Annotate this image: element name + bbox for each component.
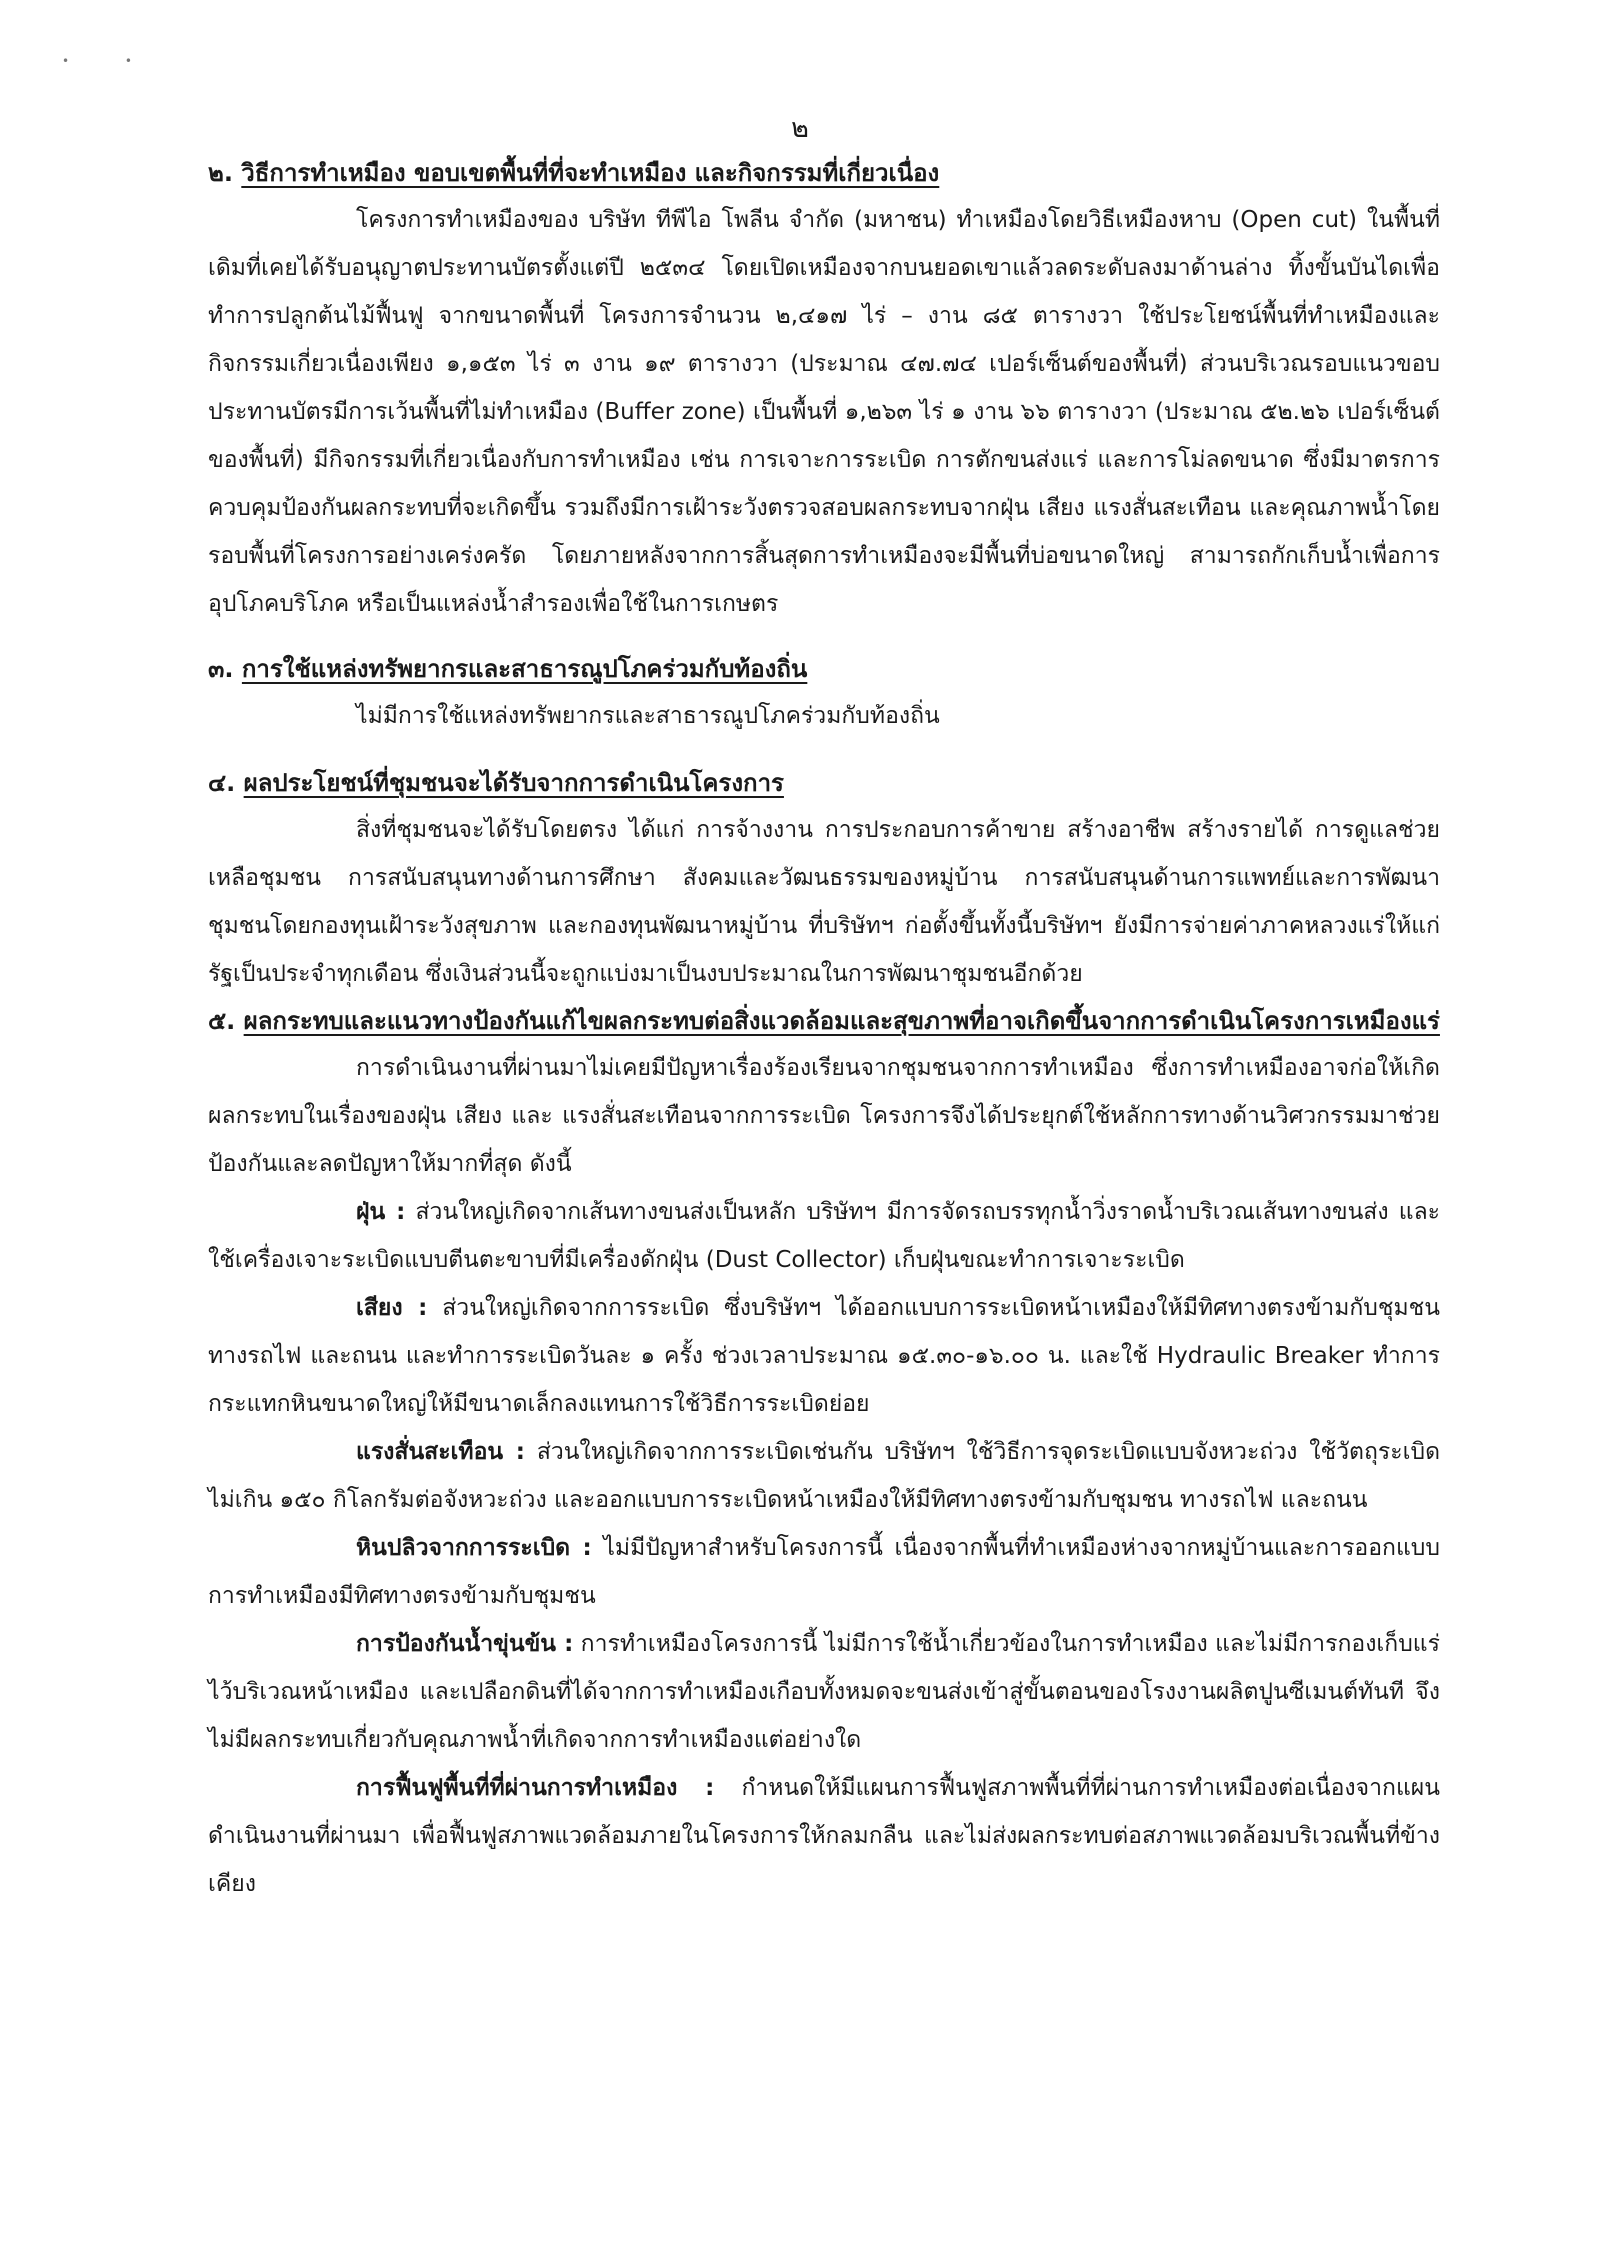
section-5-heading (208, 998, 1440, 1044)
section-4-heading (208, 760, 1440, 806)
section-title: วิธีการทำเหมือง ขอบเขตพื้นที่ที่จะทำเหมือง และกิจกรรมที่เกี่ยวเนื่อง (241, 159, 940, 187)
document-body (208, 150, 1440, 1908)
impact-item-vibration (208, 1428, 1440, 1524)
impact-text: ส่วนใหญ่เกิดจากเส้นทางขนส่งเป็นหลัก บริษัทฯ มีการจัดรถบรรทุกน้ำวิ่งราดน้ำบริเวณเส้นทางขนส่ง และใช้เครื่องเจาะระเบิดแบบตีนตะขาบที่มีเครื่องดักฝุ่น (Dust Collector) เก็บฝุ่นขณะทำการเจาะระเบิด (208, 1199, 1441, 1273)
page-number: ๒ (791, 113, 809, 144)
section-number: ๔. (208, 769, 236, 797)
impact-item-rehabilitation (208, 1764, 1440, 1908)
impact-text: การทำเหมืองโครงการนี้ ไม่มีการใช้น้ำเกี่ยวข้องในการทำเหมือง และไม่มีการกองเก็บแร่ไว้บริเวณหน้าเหมือง และเปลือกดินที่ได้จากการทำเหมืองเกือบทั้งหมดจะขนส่งเข้าสู่ขั้นตอนของโรงงานผลิตปูนซีเมนต์ทันที จึงไม่มีผลกระทบเกี่ยวกับคุณภาพน้ำที่เกิดจากการทำเหมืองแต่อย่างใด (208, 1631, 1440, 1753)
section-title: ผลกระทบและแนวทางป้องกันแก้ไขผลกระทบต่อสิ่งแวดล้อมและสุขภาพที่อาจเกิดขึ้นจากการดำเนินโครงการเหมืองแร่ (243, 1007, 1440, 1035)
impact-label: หินปลิวจากการระเบิด : (356, 1535, 592, 1561)
section-3-body: ไม่มีการใช้แหล่งทรัพยากรและสาธารณูปโภคร่วมกับท้องถิ่น (356, 703, 940, 729)
impact-text: ส่วนใหญ่เกิดจากการระเบิดเช่นกัน บริษัทฯ ใช้วิธีการจุดระเบิดแบบจังหวะถ่วง ใช้วัตถุระเบิดไม่เกิน ๑๕๐ กิโลกรัมต่อจังหวะถ่วง และออกแบบการระเบิดหน้าเหมืองให้มีทิศทางตรงข้ามกับชุมชน ทางรถไฟ และถนน (208, 1439, 1441, 1513)
impact-label: แรงสั่นสะเทือน : (356, 1439, 525, 1465)
impact-label: การป้องกันน้ำขุ่นข้น : (356, 1631, 574, 1657)
section-title: การใช้แหล่งทรัพยากรและสาธารณูปโภคร่วมกับท้องถิ่น (241, 655, 808, 683)
impact-item-flyrock (208, 1524, 1440, 1620)
section-number: ๓. (208, 655, 234, 683)
section-3-heading (208, 646, 1440, 692)
impact-item-turbid-water (208, 1620, 1440, 1764)
impact-item-dust (208, 1188, 1440, 1284)
section-title: ผลประโยชน์ที่ชุมชนจะได้รับจากการดำเนินโครงการ (243, 769, 784, 797)
impact-text: กำหนดให้มีแผนการฟื้นฟูสภาพพื้นที่ที่ผ่านการทำเหมืองต่อเนื่องจากแผนดำเนินงานที่ผ่านมา เพื่อฟื้นฟูสภาพแวดล้อมภายในโครงการให้กลมกลืน และไม่ส่งผลกระทบต่อสภาพแวดล้อมบริเวณพื้นที่ข้างเคียง (208, 1775, 1440, 1897)
impact-label: การฟื้นฟูพื้นที่ที่ผ่านการทำเหมือง : (356, 1775, 715, 1801)
impact-text: ส่วนใหญ่เกิดจากการระเบิด ซึ่งบริษัทฯ ได้ออกแบบการระเบิดหน้าเหมืองให้มีทิศทางตรงข้ามกับชุมชน ทางรถไฟ และถนน และทำการระเบิดวันละ ๑ ครั้ง ช่วงเวลาประมาณ ๑๕.๓๐-๑๖.๐๐ น. และใช้ Hydraulic Breaker ทำการกระแทกหินขนาดใหญ่ให้มีขนาดเล็กลงแทนการใช้วิธีการระเบิดย่อย (208, 1295, 1440, 1417)
section-2-heading (208, 150, 1440, 196)
section-5-intro: การดำเนินงานที่ผ่านมาไม่เคยมีปัญหาเรื่องร้องเรียนจากชุมชนจากการทำเหมือง ซึ่งการทำเหมืองอาจก่อให้เกิดผลกระทบในเรื่องของฝุ่น เสียง และ แรงสั่นสะเทือนจากการระเบิด โครงการจึงได้ประยุกต์ใช้หลักการทางด้านวิศวกรรมมาช่วยป้องกันและลดปัญหาให้มากที่สุด ดังนี้ (208, 1055, 1440, 1177)
section-number: ๕. (208, 1007, 236, 1035)
impact-label: ฝุ่น : (356, 1199, 406, 1225)
impact-text: ไม่มีปัญหาสำหรับโครงการนี้ เนื่องจากพื้นที่ทำเหมืองห่างจากหมู่บ้านและการออกแบบการทำเหมืองมีทิศทางตรงข้ามกับชุมชน (208, 1535, 1440, 1609)
scan-marks: • • (62, 54, 158, 68)
section-number: ๒. (208, 159, 233, 187)
impact-label: เสียง : (356, 1295, 428, 1321)
section-2-body: โครงการทำเหมืองของ บริษัท ทีพีไอ โพลีน จำกัด (มหาชน) ทำเหมืองโดยวิธีเหมืองหาบ (Open cut) ในพื้นที่เดิมที่เคยได้รับอนุญาตประทานบัตรตั้งแต่ปี ๒๕๓๔ โดยเปิดเหมืองจากบนยอดเขาแล้วลดระดับลงมาด้านล่าง ทิ้งขั้นบันไดเพื่อทำการปลูกต้นไม้ฟื้นฟู จากขนาดพื้นที่ โครงการจำนวน ๒,๔๑๗ ไร่ – งาน ๘๕ ตารางวา ใช้ประโยชน์พื้นที่ทำเหมืองและกิจกรรมเกี่ยวเนื่องเพียง ๑,๑๕๓ ไร่ ๓ งาน ๑๙ ตารางวา (ประมาณ ๔๗.๗๔ เปอร์เซ็นต์ของพื้นที่) ส่วนบริเวณรอบแนวขอบประทานบัตรมีการเว้นพื้นที่ไม่ทำเหมือง (Buffer zone) เป็นพื้นที่ ๑,๒๖๓ ไร่ ๑ งาน ๖๖ ตารางวา (ประมาณ ๕๒.๒๖ เปอร์เซ็นต์ของพื้นที่) มีกิจกรรมที่เกี่ยวเนื่องกับการทำเหมือง เช่น การเจาะการระเบิด การตักขนส่งแร่ และการโม่ลดขนาด ซึ่งมีมาตรการควบคุมป้องกันผลกระทบที่จะเกิดขึ้น รวมถึงมีการเฝ้าระวังตรวจสอบผลกระทบจากฝุ่น เสียง แรงสั่นสะเทือน และคุณภาพน้ำโดยรอบพื้นที่โครงการอย่างเคร่งครัด โดยภายหลังจากการสิ้นสุดการทำเหมืองจะมีพื้นที่บ่อขนาดใหญ่ สามารถกักเก็บน้ำเพื่อการอุปโภคบริโภค หรือเป็นแหล่งน้ำสำรองเพื่อใช้ในการเกษตร (208, 207, 1440, 617)
section-4-body: สิ่งที่ชุมชนจะได้รับโดยตรง ได้แก่ การจ้างงาน การประกอบการค้าขาย สร้างอาชีพ สร้างรายได้ การดูแลช่วยเหลือชุมชน การสนับสนุนทางด้านการศึกษา สังคมและวัฒนธรรมของหมู่บ้าน การสนับสนุนด้านการแพทย์และการพัฒนาชุมชนโดยกองทุนเฝ้าระวังสุขภาพ และกองทุนพัฒนาหมู่บ้าน ที่บริษัทฯ ก่อตั้งขึ้นทั้งนี้บริษัทฯ ยังมีการจ่ายค่าภาคหลวงแร่ให้แก่รัฐเป็นประจำทุกเดือน ซึ่งเงินส่วนนี้จะถูกแบ่งมาเป็นงบประมาณในการพัฒนาชุมชนอีกด้วย (208, 817, 1440, 987)
impact-item-noise (208, 1284, 1440, 1428)
